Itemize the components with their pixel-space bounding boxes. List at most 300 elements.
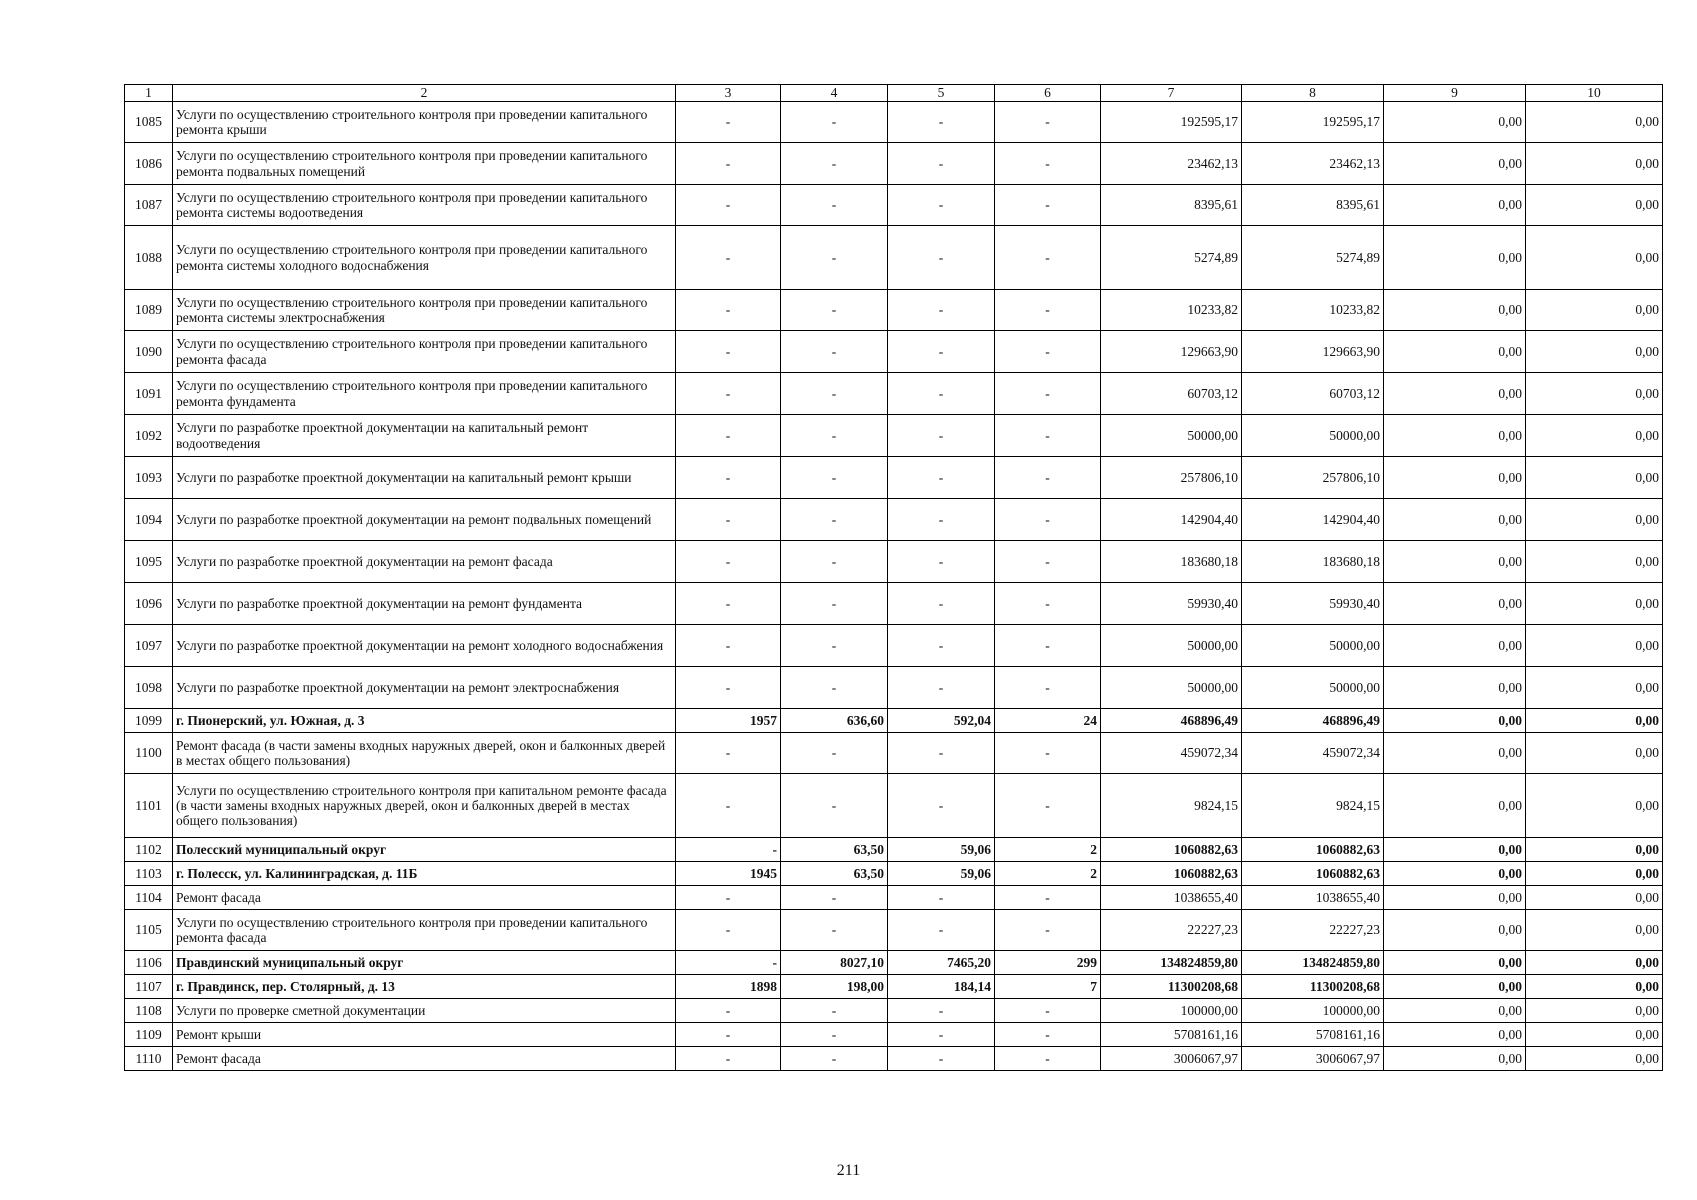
year-cell: -	[676, 910, 781, 951]
residents-cell: -	[995, 1023, 1101, 1047]
area-total-cell: 198,00	[781, 975, 888, 999]
row-number: 1101	[125, 774, 173, 838]
item-name: г. Пионерский, ул. Южная, д. 3	[173, 709, 676, 733]
item-name: Услуги по разработке проектной документации на капитальный ремонт водоотведения	[173, 415, 676, 457]
cost-fund-cell: 257806,10	[1242, 457, 1384, 499]
cost-total-cell: 468896,49	[1101, 709, 1242, 733]
table-row	[125, 625, 1663, 667]
cost-owners-cell: 0,00	[1526, 290, 1663, 331]
year-cell: -	[676, 625, 781, 667]
row-number: 1089	[125, 290, 173, 331]
area-total-cell: -	[781, 185, 888, 226]
cost-fund-cell: 11300208,68	[1242, 975, 1384, 999]
row-number: 1102	[125, 838, 173, 862]
register-table	[124, 84, 1663, 1071]
cost-budget-cell: 0,00	[1384, 975, 1526, 999]
residents-cell: -	[995, 583, 1101, 625]
area-living-cell: 59,06	[888, 838, 995, 862]
cost-total-cell: 192595,17	[1101, 102, 1242, 143]
area-total-cell: -	[781, 667, 888, 709]
area-total-cell: -	[781, 226, 888, 290]
cost-total-cell: 134824859,80	[1101, 951, 1242, 975]
cost-total-cell: 11300208,68	[1101, 975, 1242, 999]
col-header-8: 8	[1242, 85, 1384, 102]
cost-budget-cell: 0,00	[1384, 910, 1526, 951]
area-total-cell: -	[781, 999, 888, 1023]
cost-total-cell: 50000,00	[1101, 625, 1242, 667]
table-row	[125, 910, 1663, 951]
table-row	[125, 499, 1663, 541]
table-row	[125, 102, 1663, 143]
cost-owners-cell: 0,00	[1526, 910, 1663, 951]
table-row	[125, 226, 1663, 290]
area-living-cell: -	[888, 625, 995, 667]
cost-budget-cell: 0,00	[1384, 1047, 1526, 1071]
area-living-cell: -	[888, 102, 995, 143]
table-row	[125, 541, 1663, 583]
cost-owners-cell: 0,00	[1526, 951, 1663, 975]
year-cell: -	[676, 499, 781, 541]
cost-budget-cell: 0,00	[1384, 838, 1526, 862]
cost-total-cell: 9824,15	[1101, 774, 1242, 838]
area-living-cell: -	[888, 1023, 995, 1047]
area-total-cell: -	[781, 1047, 888, 1071]
cost-owners-cell: 0,00	[1526, 999, 1663, 1023]
row-number: 1092	[125, 415, 173, 457]
col-header-9: 9	[1384, 85, 1526, 102]
cost-fund-cell: 1060882,63	[1242, 862, 1384, 886]
area-living-cell: 59,06	[888, 862, 995, 886]
cost-owners-cell: 0,00	[1526, 838, 1663, 862]
table-body	[125, 102, 1663, 1071]
row-number: 1085	[125, 102, 173, 143]
cost-budget-cell: 0,00	[1384, 541, 1526, 583]
table-row	[125, 975, 1663, 999]
year-cell: -	[676, 583, 781, 625]
cost-fund-cell: 192595,17	[1242, 102, 1384, 143]
item-name: Услуги по осуществлению строительного контроля при капитальном ремонте фасада (в части замены входных наружных дверей, окон и балконных дверей в местах общего пользования)	[173, 774, 676, 838]
year-cell: -	[676, 143, 781, 185]
row-number: 1090	[125, 331, 173, 373]
year-cell: -	[676, 1023, 781, 1047]
cost-owners-cell: 0,00	[1526, 415, 1663, 457]
cost-budget-cell: 0,00	[1384, 499, 1526, 541]
area-total-cell: -	[781, 102, 888, 143]
item-name: Услуги по проверке сметной документации	[173, 999, 676, 1023]
table-row	[125, 733, 1663, 774]
row-number: 1088	[125, 226, 173, 290]
residents-cell: -	[995, 910, 1101, 951]
page-number: 211	[836, 1162, 861, 1179]
cost-total-cell: 10233,82	[1101, 290, 1242, 331]
area-total-cell: 63,50	[781, 838, 888, 862]
cost-fund-cell: 1038655,40	[1242, 886, 1384, 910]
area-living-cell: 592,04	[888, 709, 995, 733]
item-name: Услуги по осуществлению строительного контроля при проведении капитального ремонта системы водоотведения	[173, 185, 676, 226]
cost-budget-cell: 0,00	[1384, 143, 1526, 185]
area-living-cell: -	[888, 185, 995, 226]
cost-owners-cell: 0,00	[1526, 1047, 1663, 1071]
item-name: Услуги по разработке проектной документации на ремонт фасада	[173, 541, 676, 583]
cost-owners-cell: 0,00	[1526, 331, 1663, 373]
table-row	[125, 1047, 1663, 1071]
cost-owners-cell: 0,00	[1526, 709, 1663, 733]
cost-budget-cell: 0,00	[1384, 290, 1526, 331]
cost-fund-cell: 1060882,63	[1242, 838, 1384, 862]
year-cell: 1898	[676, 975, 781, 999]
row-number: 1107	[125, 975, 173, 999]
year-cell: -	[676, 733, 781, 774]
year-cell: -	[676, 541, 781, 583]
cost-owners-cell: 0,00	[1526, 1023, 1663, 1047]
item-name: Правдинский муниципальный округ	[173, 951, 676, 975]
cost-fund-cell: 100000,00	[1242, 999, 1384, 1023]
cost-fund-cell: 50000,00	[1242, 415, 1384, 457]
cost-total-cell: 50000,00	[1101, 667, 1242, 709]
cost-budget-cell: 0,00	[1384, 102, 1526, 143]
area-total-cell: -	[781, 1023, 888, 1047]
col-header-6: 6	[995, 85, 1101, 102]
item-name: Ремонт крыши	[173, 1023, 676, 1047]
cost-budget-cell: 0,00	[1384, 999, 1526, 1023]
cost-total-cell: 5708161,16	[1101, 1023, 1242, 1047]
residents-cell: -	[995, 143, 1101, 185]
item-name: г. Правдинск, пер. Столярный, д. 13	[173, 975, 676, 999]
table-row	[125, 709, 1663, 733]
row-number: 1104	[125, 886, 173, 910]
cost-budget-cell: 0,00	[1384, 185, 1526, 226]
table-row	[125, 951, 1663, 975]
cost-total-cell: 59930,40	[1101, 583, 1242, 625]
row-number: 1086	[125, 143, 173, 185]
item-name: Услуги по разработке проектной документации на ремонт подвальных помещений	[173, 499, 676, 541]
cost-total-cell: 1038655,40	[1101, 886, 1242, 910]
cost-fund-cell: 129663,90	[1242, 331, 1384, 373]
area-living-cell: -	[888, 999, 995, 1023]
area-total-cell: 63,50	[781, 862, 888, 886]
cost-fund-cell: 22227,23	[1242, 910, 1384, 951]
year-cell: -	[676, 185, 781, 226]
cost-fund-cell: 60703,12	[1242, 373, 1384, 415]
row-number: 1094	[125, 499, 173, 541]
row-number: 1087	[125, 185, 173, 226]
area-total-cell: -	[781, 886, 888, 910]
row-number: 1097	[125, 625, 173, 667]
cost-total-cell: 23462,13	[1101, 143, 1242, 185]
residents-cell: 299	[995, 951, 1101, 975]
cost-total-cell: 142904,40	[1101, 499, 1242, 541]
year-cell: -	[676, 415, 781, 457]
area-living-cell: -	[888, 733, 995, 774]
cost-total-cell: 60703,12	[1101, 373, 1242, 415]
cost-fund-cell: 10233,82	[1242, 290, 1384, 331]
cost-budget-cell: 0,00	[1384, 709, 1526, 733]
cost-budget-cell: 0,00	[1384, 415, 1526, 457]
cost-budget-cell: 0,00	[1384, 625, 1526, 667]
table-row	[125, 862, 1663, 886]
row-number: 1103	[125, 862, 173, 886]
cost-budget-cell: 0,00	[1384, 583, 1526, 625]
cost-fund-cell: 134824859,80	[1242, 951, 1384, 975]
table-row	[125, 373, 1663, 415]
cost-owners-cell: 0,00	[1526, 226, 1663, 290]
area-living-cell: 7465,20	[888, 951, 995, 975]
item-name: Услуги по разработке проектной документации на капитальный ремонт крыши	[173, 457, 676, 499]
area-living-cell: -	[888, 910, 995, 951]
item-name: Услуги по осуществлению строительного контроля при проведении капитального ремонта системы холодного водоснабжения	[173, 226, 676, 290]
cost-owners-cell: 0,00	[1526, 457, 1663, 499]
row-number: 1109	[125, 1023, 173, 1047]
cost-total-cell: 100000,00	[1101, 999, 1242, 1023]
cost-owners-cell: 0,00	[1526, 625, 1663, 667]
residents-cell: -	[995, 886, 1101, 910]
item-name: Услуги по разработке проектной документации на ремонт электроснабжения	[173, 667, 676, 709]
year-cell: -	[676, 999, 781, 1023]
area-living-cell: -	[888, 457, 995, 499]
row-number: 1108	[125, 999, 173, 1023]
year-cell: -	[676, 951, 781, 975]
residents-cell: -	[995, 774, 1101, 838]
year-cell: -	[676, 373, 781, 415]
area-living-cell: -	[888, 541, 995, 583]
cost-fund-cell: 5274,89	[1242, 226, 1384, 290]
cost-owners-cell: 0,00	[1526, 143, 1663, 185]
residents-cell: -	[995, 185, 1101, 226]
residents-cell: -	[995, 999, 1101, 1023]
cost-fund-cell: 468896,49	[1242, 709, 1384, 733]
area-total-cell: -	[781, 733, 888, 774]
item-name: Ремонт фасада	[173, 886, 676, 910]
area-total-cell: -	[781, 373, 888, 415]
cost-owners-cell: 0,00	[1526, 733, 1663, 774]
residents-cell: -	[995, 373, 1101, 415]
area-living-cell: -	[888, 226, 995, 290]
cost-budget-cell: 0,00	[1384, 457, 1526, 499]
area-total-cell: -	[781, 290, 888, 331]
table-row	[125, 583, 1663, 625]
residents-cell: 7	[995, 975, 1101, 999]
year-cell: -	[676, 838, 781, 862]
cost-total-cell: 129663,90	[1101, 331, 1242, 373]
year-cell: 1945	[676, 862, 781, 886]
item-name: Услуги по осуществлению строительного контроля при проведении капитального ремонта крыши	[173, 102, 676, 143]
area-living-cell: -	[888, 886, 995, 910]
residents-cell: -	[995, 541, 1101, 583]
table-row	[125, 667, 1663, 709]
cost-fund-cell: 5708161,16	[1242, 1023, 1384, 1047]
cost-budget-cell: 0,00	[1384, 862, 1526, 886]
item-name: Услуги по осуществлению строительного контроля при проведении капитального ремонта фасада	[173, 331, 676, 373]
row-number: 1096	[125, 583, 173, 625]
area-living-cell: 184,14	[888, 975, 995, 999]
col-header-2: 2	[173, 85, 676, 102]
cost-budget-cell: 0,00	[1384, 1023, 1526, 1047]
item-name: г. Полесск, ул. Калининградская, д. 11Б	[173, 862, 676, 886]
area-living-cell: -	[888, 667, 995, 709]
cost-total-cell: 257806,10	[1101, 457, 1242, 499]
row-number: 1105	[125, 910, 173, 951]
residents-cell: -	[995, 625, 1101, 667]
row-number: 1098	[125, 667, 173, 709]
row-number: 1099	[125, 709, 173, 733]
year-cell: -	[676, 226, 781, 290]
col-header-1: 1	[125, 85, 173, 102]
cost-total-cell: 183680,18	[1101, 541, 1242, 583]
table-row	[125, 185, 1663, 226]
cost-fund-cell: 8395,61	[1242, 185, 1384, 226]
cost-budget-cell: 0,00	[1384, 774, 1526, 838]
row-number: 1106	[125, 951, 173, 975]
col-header-7: 7	[1101, 85, 1242, 102]
area-total-cell: -	[781, 331, 888, 373]
year-cell: -	[676, 774, 781, 838]
year-cell: -	[676, 102, 781, 143]
area-living-cell: -	[888, 331, 995, 373]
col-header-5: 5	[888, 85, 995, 102]
year-cell: -	[676, 667, 781, 709]
cost-total-cell: 22227,23	[1101, 910, 1242, 951]
cost-owners-cell: 0,00	[1526, 185, 1663, 226]
area-total-cell: -	[781, 583, 888, 625]
cost-total-cell: 5274,89	[1101, 226, 1242, 290]
document-page	[124, 84, 1662, 1071]
cost-fund-cell: 50000,00	[1242, 667, 1384, 709]
cost-total-cell: 3006067,97	[1101, 1047, 1242, 1071]
cost-total-cell: 50000,00	[1101, 415, 1242, 457]
item-name: Услуги по осуществлению строительного контроля при проведении капитального ремонта фасада	[173, 910, 676, 951]
residents-cell: -	[995, 415, 1101, 457]
cost-total-cell: 459072,34	[1101, 733, 1242, 774]
cost-owners-cell: 0,00	[1526, 499, 1663, 541]
area-total-cell: -	[781, 774, 888, 838]
cost-budget-cell: 0,00	[1384, 733, 1526, 774]
column-number-row	[125, 85, 1663, 102]
item-name: Услуги по осуществлению строительного контроля при проведении капитального ремонта фундамента	[173, 373, 676, 415]
area-total-cell: -	[781, 499, 888, 541]
year-cell: 1957	[676, 709, 781, 733]
item-name: Услуги по разработке проектной документации на ремонт фундамента	[173, 583, 676, 625]
residents-cell: -	[995, 733, 1101, 774]
cost-owners-cell: 0,00	[1526, 541, 1663, 583]
cost-budget-cell: 0,00	[1384, 667, 1526, 709]
cost-fund-cell: 59930,40	[1242, 583, 1384, 625]
cost-budget-cell: 0,00	[1384, 226, 1526, 290]
area-living-cell: -	[888, 1047, 995, 1071]
area-living-cell: -	[888, 290, 995, 331]
residents-cell: 2	[995, 838, 1101, 862]
area-total-cell: 8027,10	[781, 951, 888, 975]
cost-fund-cell: 50000,00	[1242, 625, 1384, 667]
area-total-cell: -	[781, 541, 888, 583]
cost-fund-cell: 23462,13	[1242, 143, 1384, 185]
area-living-cell: -	[888, 774, 995, 838]
cost-owners-cell: 0,00	[1526, 583, 1663, 625]
cost-fund-cell: 142904,40	[1242, 499, 1384, 541]
cost-total-cell: 1060882,63	[1101, 862, 1242, 886]
cost-budget-cell: 0,00	[1384, 951, 1526, 975]
area-living-cell: -	[888, 499, 995, 541]
table-row	[125, 290, 1663, 331]
row-number: 1100	[125, 733, 173, 774]
cost-owners-cell: 0,00	[1526, 975, 1663, 999]
item-name: Услуги по разработке проектной документации на ремонт холодного водоснабжения	[173, 625, 676, 667]
cost-budget-cell: 0,00	[1384, 373, 1526, 415]
row-number: 1091	[125, 373, 173, 415]
cost-budget-cell: 0,00	[1384, 886, 1526, 910]
area-living-cell: -	[888, 583, 995, 625]
residents-cell: -	[995, 331, 1101, 373]
area-living-cell: -	[888, 415, 995, 457]
table-row	[125, 331, 1663, 373]
row-number: 1093	[125, 457, 173, 499]
residents-cell: -	[995, 457, 1101, 499]
year-cell: -	[676, 886, 781, 910]
cost-fund-cell: 3006067,97	[1242, 1047, 1384, 1071]
table-row	[125, 999, 1663, 1023]
area-total-cell: 636,60	[781, 709, 888, 733]
table-row	[125, 415, 1663, 457]
area-total-cell: -	[781, 625, 888, 667]
col-header-10: 10	[1526, 85, 1663, 102]
table-row	[125, 457, 1663, 499]
table-row	[125, 774, 1663, 838]
cost-fund-cell: 459072,34	[1242, 733, 1384, 774]
cost-owners-cell: 0,00	[1526, 667, 1663, 709]
item-name: Услуги по осуществлению строительного контроля при проведении капитального ремонта системы электроснабжения	[173, 290, 676, 331]
cost-total-cell: 1060882,63	[1101, 838, 1242, 862]
cost-owners-cell: 0,00	[1526, 886, 1663, 910]
area-living-cell: -	[888, 373, 995, 415]
cost-owners-cell: 0,00	[1526, 373, 1663, 415]
row-number: 1110	[125, 1047, 173, 1071]
residents-cell: -	[995, 226, 1101, 290]
area-total-cell: -	[781, 910, 888, 951]
year-cell: -	[676, 1047, 781, 1071]
cost-budget-cell: 0,00	[1384, 331, 1526, 373]
cost-owners-cell: 0,00	[1526, 102, 1663, 143]
cost-total-cell: 8395,61	[1101, 185, 1242, 226]
table-row	[125, 838, 1663, 862]
residents-cell: 24	[995, 709, 1101, 733]
residents-cell: -	[995, 290, 1101, 331]
year-cell: -	[676, 331, 781, 373]
residents-cell: 2	[995, 862, 1101, 886]
item-name: Полесский муниципальный округ	[173, 838, 676, 862]
item-name: Ремонт фасада (в части замены входных наружных дверей, окон и балконных дверей в местах общего пользования)	[173, 733, 676, 774]
residents-cell: -	[995, 102, 1101, 143]
area-total-cell: -	[781, 457, 888, 499]
cost-fund-cell: 9824,15	[1242, 774, 1384, 838]
table-row	[125, 886, 1663, 910]
residents-cell: -	[995, 667, 1101, 709]
cost-fund-cell: 183680,18	[1242, 541, 1384, 583]
item-name: Ремонт фасада	[173, 1047, 676, 1071]
area-total-cell: -	[781, 415, 888, 457]
year-cell: -	[676, 290, 781, 331]
cost-owners-cell: 0,00	[1526, 774, 1663, 838]
col-header-3: 3	[676, 85, 781, 102]
row-number: 1095	[125, 541, 173, 583]
residents-cell: -	[995, 499, 1101, 541]
year-cell: -	[676, 457, 781, 499]
item-name: Услуги по осуществлению строительного контроля при проведении капитального ремонта подвальных помещений	[173, 143, 676, 185]
residents-cell: -	[995, 1047, 1101, 1071]
cost-owners-cell: 0,00	[1526, 862, 1663, 886]
area-living-cell: -	[888, 143, 995, 185]
col-header-4: 4	[781, 85, 888, 102]
table-row	[125, 1023, 1663, 1047]
table-row	[125, 143, 1663, 185]
